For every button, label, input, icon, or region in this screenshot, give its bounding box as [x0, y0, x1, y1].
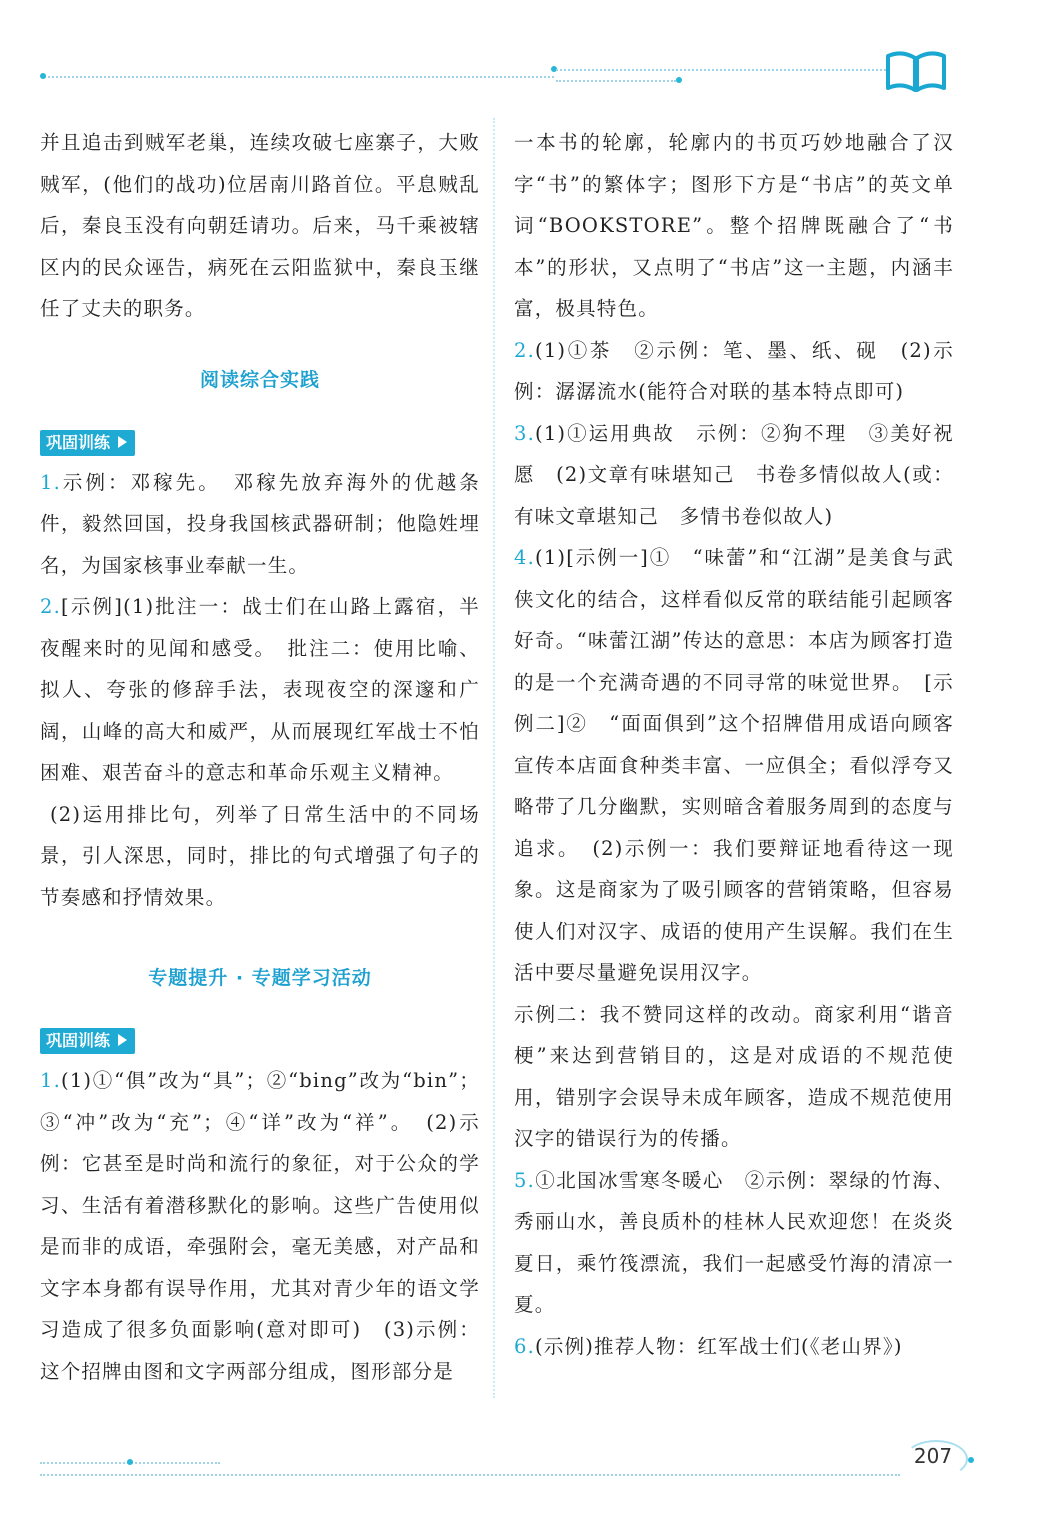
answer-item — [514, 1326, 954, 1368]
answer-text: 示例：邓稼先。 邓稼先放弃海外的优越条件，毅然回国，投身我国核武器研制；他隐姓埋名，为国家核事业奉献一生。 — [40, 470, 480, 577]
question-number: 3. — [514, 421, 536, 445]
badge-label: 巩固训练 — [46, 1031, 111, 1050]
footer-dotted-line — [40, 1474, 900, 1476]
answer-item — [40, 1060, 480, 1392]
header-dotted-line — [556, 80, 676, 82]
page-number: 207 — [913, 1444, 953, 1468]
answer-item — [514, 330, 954, 413]
answer-continuation: 一本书的轮廓，轮廓内的书页巧妙地融合了汉字“书”的繁体字；图形下方是“书店”的英文单词“BOOKSTORE”。整个招牌既融合了“书本”的形状，又点明了“书店”这一主题，内涵丰富，极具特色。 — [514, 131, 954, 320]
footer-dot — [127, 1459, 133, 1465]
question-number: 1. — [40, 470, 62, 494]
question-number: 1. — [40, 1069, 62, 1092]
answer-text: ①北国冰雪寒冬暖心 ②示例：翠绿的竹海、秀丽山水，善良质朴的桂林人民欢迎您！在炎炎夏日，乘竹筏漂流，我们一起感受竹海的清凉一夏。 — [514, 1168, 954, 1316]
answer-item — [40, 586, 480, 794]
question-number: 4. — [514, 546, 536, 569]
header-dotted-line — [44, 76, 554, 78]
badge-label: 巩固训练 — [46, 432, 111, 452]
answer-text: (1)①茶 ②示例：笔、墨、纸、砚 (2)示例：潺潺流水(能符合对联的基本特点即可) — [514, 338, 954, 403]
column-divider — [493, 118, 495, 1398]
answer-item — [514, 413, 954, 538]
answer-text: [示例](1)批注一：战士们在山路上露宿，半夜醒来时的见闻和感受。 批注二：使用比喻、拟人、夸张的修辞手法，表现夜空的深邃和广阔，山峰的高大和威严，从而展现红军战士不怕困难、艰苦奋斗的意志和革命乐观主义精神。 — [40, 595, 480, 784]
answer-text: (1)①“俱”改为“具”；②“bing”改为“bin”；③“冲”改为“充”；④“详”改为“祥”。 (2)示例：它甚至是时尚和流行的象征，对于公众的学习、生活有着潜移默化的影响。这些广告使用似是而非的成语，牵强附会，毫无美感，对产品和文字本身都有误导作用，尤其对青少年的语文学习造成了很多负面影响(意对即可) (3)示例：这个招牌由图和文字两部分组成，图形部分是 — [40, 1069, 480, 1383]
question-number: 6. — [514, 1334, 536, 1358]
question-number: 2. — [514, 338, 536, 362]
answer-text: (2)运用排比句，列举了日常生活中的不同场景，引人深思，同时，排比的句式增强了句子的节奏感和抒情效果。 — [40, 802, 480, 909]
question-number: 5. — [514, 1168, 536, 1192]
consolidation-badge — [40, 430, 135, 456]
open-book-icon — [884, 50, 948, 96]
answer-item — [514, 1160, 954, 1326]
answer-text: (1)[示例一]① “味蕾”和“江湖”是美食与武侠文化的结合，这样看似反常的联结能引起顾客好奇。“味蕾江湖”传达的意思：本店为顾客打造的是一个充满奇遇的不同寻常的味觉世界。 [示例二]② “面面俱到”这个招牌借用成语向顾客宣传本店面食种类丰富、一应俱全；看似浮夸又略带了几分幽默，实则暗含着服务周到的态度与追求。 (2)示例一：我们要辩证地看待这一现象。这是商家为了吸引顾客的营销策略，但容易使人们对汉字、成语的使用产生误解。我们在生活中要尽量避免误用汉字。 — [514, 546, 954, 984]
question-number: 2. — [40, 595, 62, 618]
header-dot — [676, 77, 682, 83]
consolidation-badge — [40, 1028, 135, 1054]
right-column — [514, 122, 954, 1367]
left-column — [40, 122, 480, 1392]
header-dot — [40, 73, 46, 79]
section-title-topic-activity: 专题提升 · 专题学习活动 — [148, 967, 372, 989]
answer-item: 示例二：我不赞同这样的改动。商家利用“谐音梗”来达到营销目的，这是对成语的不规范使用，错别字会误导未成年顾客，造成不规范使用汉字的错误行为的传播。 — [514, 1002, 954, 1150]
answer-item — [40, 462, 480, 587]
answer-item — [514, 537, 954, 994]
play-arrow-icon — [118, 436, 127, 448]
header-dotted-line — [556, 69, 886, 71]
answer-text: (示例)推荐人物：红军战士们(《老山界》) — [535, 1334, 903, 1358]
answer-text: (1)①运用典故 示例：②狗不理 ③美好祝愿 (2)文章有味堪知己 书卷多情似故人(或：有味文章堪知己 多情书卷似故人) — [514, 421, 954, 528]
section-title-reading-practice: 阅读综合实践 — [199, 368, 320, 391]
page-number-badge — [902, 1436, 972, 1476]
answer-item — [40, 794, 480, 919]
answer-continuation: 并且追击到贼军老巢，连续攻破七座寨子，大败贼军，(他们的战功)位居南川路首位。平息贼乱后，秦良玉没有向朝廷请功。后来，马千乘被辖区内的民众诬告，病死在云阳监狱中，秦良玉继任了丈夫的职务。 — [40, 131, 480, 320]
play-arrow-icon — [118, 1034, 127, 1046]
